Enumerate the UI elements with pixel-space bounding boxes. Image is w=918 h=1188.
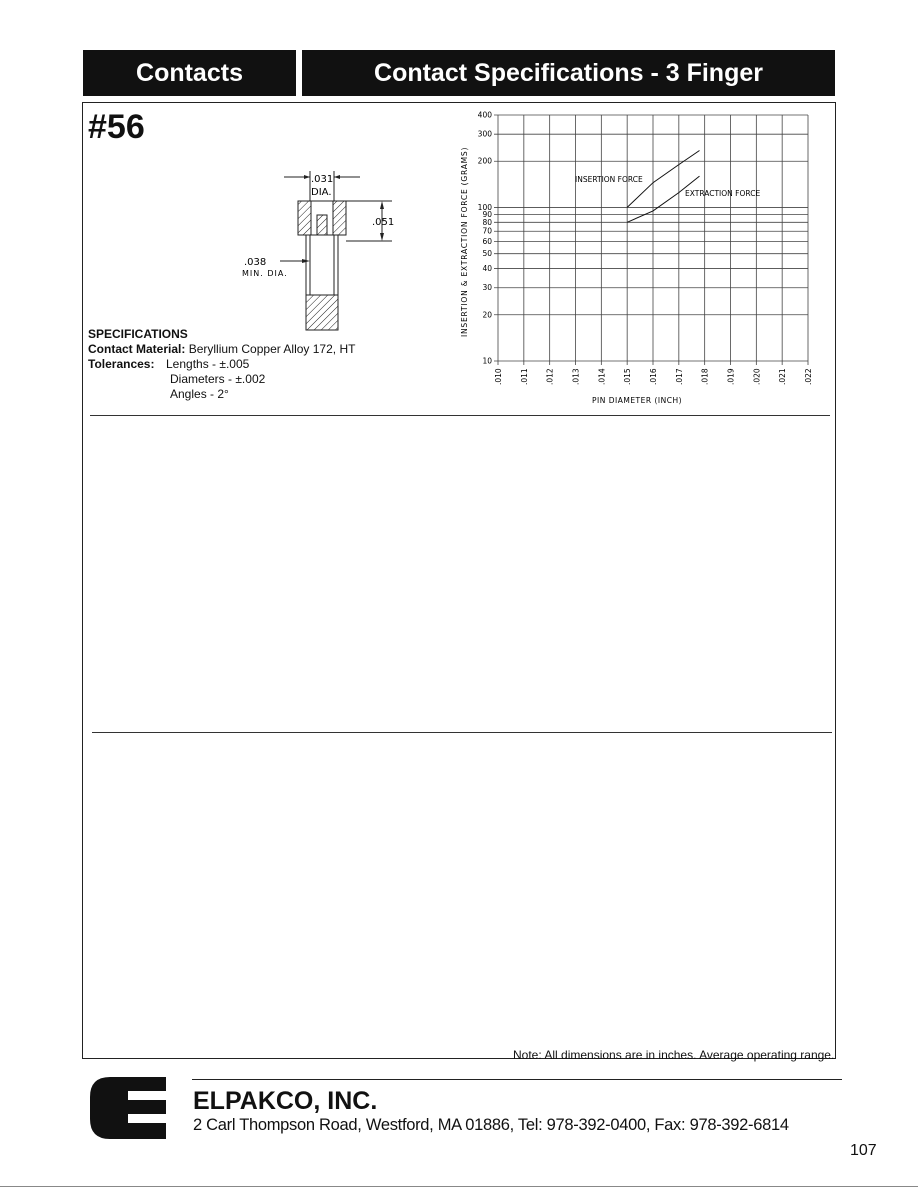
y-tick-label: 30 — [482, 283, 492, 293]
x-tick-label: .010 — [494, 368, 503, 385]
x-tick-label: .014 — [597, 368, 607, 385]
x-tick-label: .013 — [571, 368, 581, 385]
page-title: Contact Specifications - 3 Finger — [374, 58, 763, 87]
specifications-block — [88, 327, 418, 402]
y-axis-label: INSERTION & EXTRACTION FORCE (GRAMS) — [460, 146, 469, 337]
contact-drawing — [210, 165, 410, 335]
page-number: 107 — [850, 1142, 877, 1159]
divider-upper — [90, 415, 830, 416]
x-tick-labels — [494, 368, 813, 385]
left-dim-label: .038 — [244, 257, 267, 268]
x-tick-label: .017 — [674, 368, 684, 385]
top-dim-label: .031 — [311, 174, 334, 185]
x-tick-label: .021 — [778, 368, 788, 385]
top-dim-sub-label: DIA. — [311, 187, 332, 198]
x-axis-label: PIN DIAMETER (INCH) — [592, 396, 683, 405]
y-tick-labels — [478, 111, 493, 366]
y-tick-label: 20 — [482, 310, 492, 320]
specifications-heading: SPECIFICATIONS — [88, 327, 188, 341]
footer-rule — [192, 1079, 842, 1080]
material-label: Contact Material: — [88, 342, 186, 356]
x-tick-label: .020 — [752, 368, 762, 385]
x-tick-label: .012 — [545, 368, 555, 385]
tolerance-lengths: Lengths - ±.005 — [166, 357, 250, 371]
section-title: Contacts — [136, 58, 243, 87]
dimensions-note: Note: All dimensions are in inches. Average operating range. — [513, 1048, 835, 1062]
x-tick-label: .016 — [649, 368, 658, 385]
company-address: 2 Carl Thompson Road, Westford, MA 01886, Tel: 978-392-0400, Fax: 978-392-6814 — [193, 1116, 789, 1134]
part-number: #56 — [88, 108, 145, 146]
tolerance-diameters: Diameters - ±.002 — [170, 372, 266, 386]
y-tick-label: 40 — [482, 264, 492, 274]
series-label-extraction: EXTRACTION FORCE — [685, 189, 761, 198]
company-name: ELPAKCO, INC. — [193, 1087, 378, 1115]
y-tick-label: 300 — [477, 129, 492, 139]
section-header-specs — [302, 50, 835, 96]
y-tick-label: 70 — [482, 226, 492, 236]
y-tick-label: 60 — [482, 237, 492, 247]
divider-middle — [92, 732, 832, 733]
chart-grid — [494, 115, 808, 365]
tolerances-row — [88, 357, 418, 372]
y-tick-label: 50 — [482, 249, 492, 259]
tolerance-angles: Angles - 2° — [170, 387, 229, 401]
y-tick-label: 10 — [482, 356, 492, 366]
x-tick-label: .019 — [726, 368, 736, 385]
left-dim-sub-label: MIN. DIA. — [242, 269, 288, 278]
x-tick-label: .015 — [623, 368, 633, 385]
right-dim-label: .051 — [372, 217, 395, 228]
x-tick-label: .022 — [804, 368, 813, 385]
series-label-insertion: INSERTION FORCE — [575, 175, 643, 184]
page-bottom-rule — [0, 1186, 918, 1187]
section-header-contacts — [83, 50, 296, 96]
y-tick-label: 90 — [482, 209, 492, 219]
company-logo — [88, 1075, 168, 1140]
y-tick-label: 80 — [482, 217, 492, 227]
tolerances-label: Tolerances: — [88, 357, 155, 371]
y-tick-label: 400 — [477, 110, 492, 120]
x-tick-label: .011 — [519, 368, 529, 385]
material-row — [88, 342, 418, 357]
force-chart — [455, 105, 825, 410]
material-value: Beryllium Copper Alloy 172, HT — [188, 342, 356, 356]
y-tick-label: 200 — [477, 156, 492, 166]
y-tick-label: 100 — [477, 202, 492, 212]
x-tick-label: .018 — [700, 368, 710, 385]
